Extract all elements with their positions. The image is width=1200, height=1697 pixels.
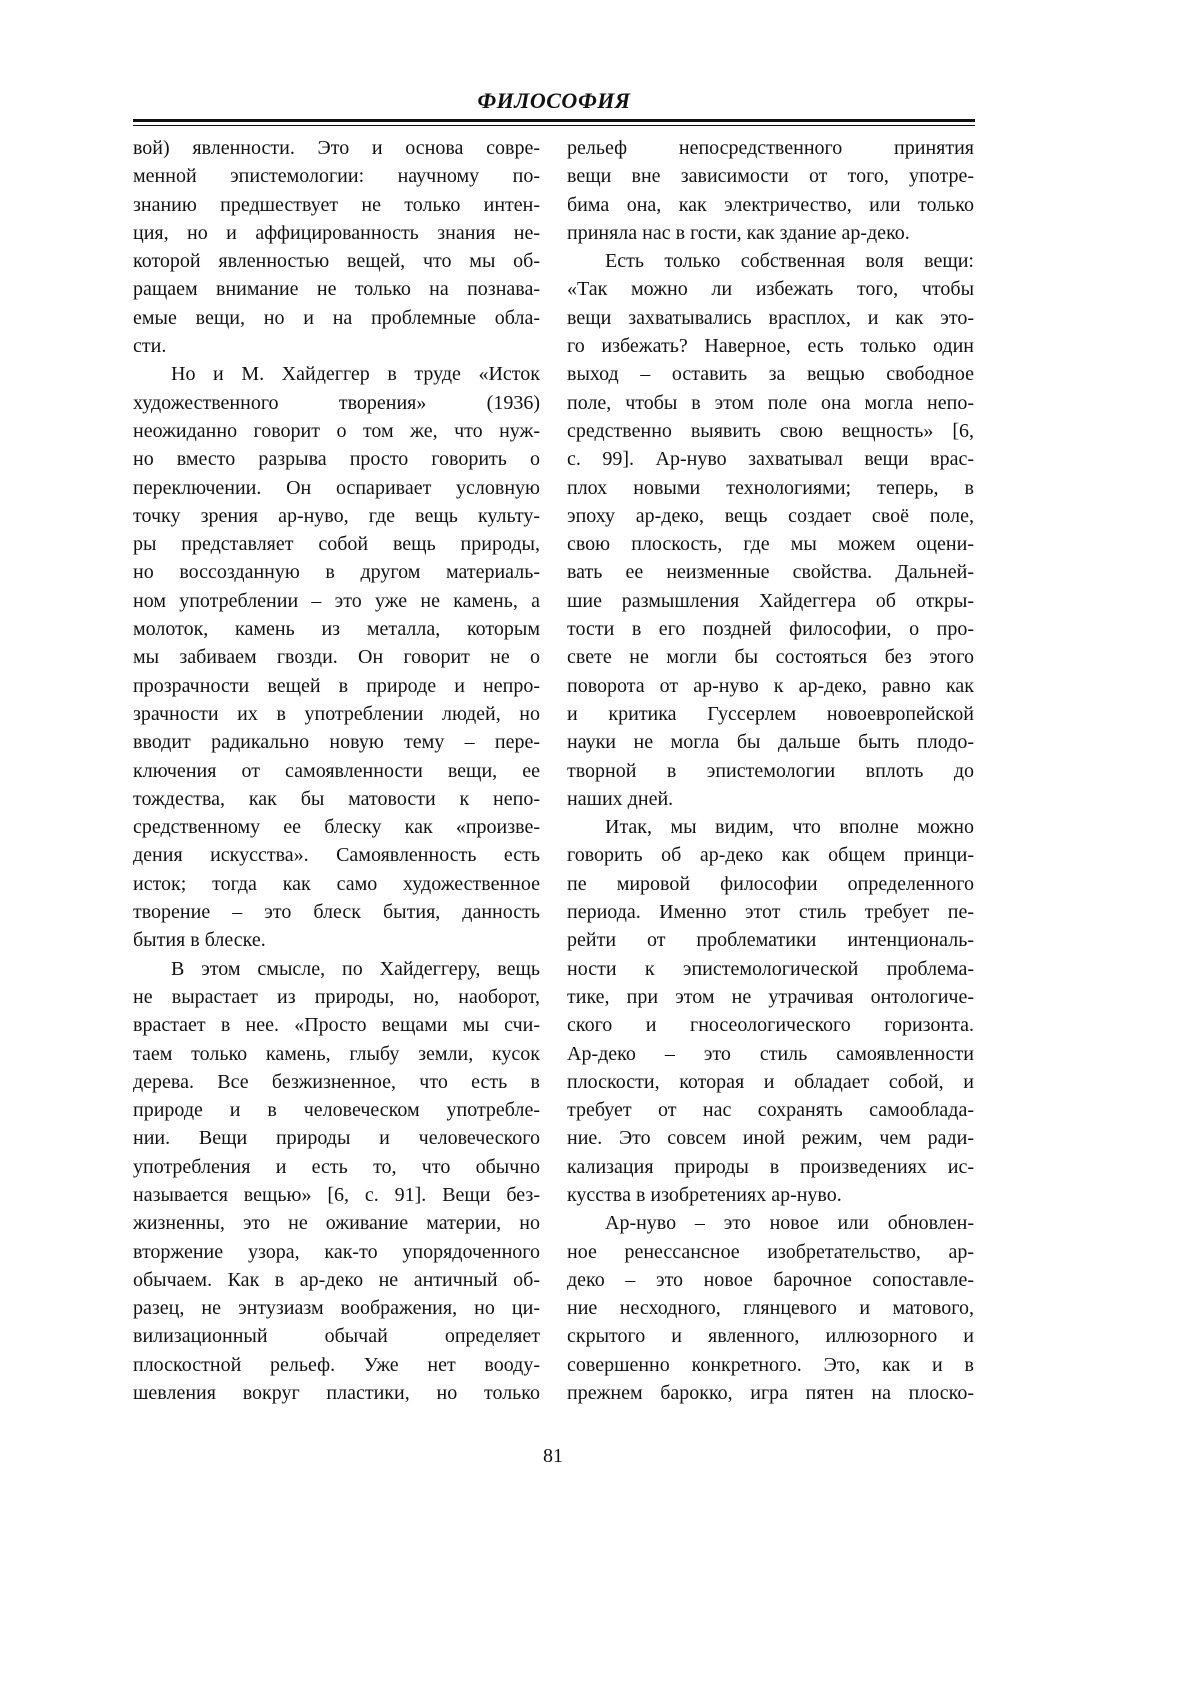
text-line: требует от нас сохранять самооблада- (567, 1096, 974, 1124)
text-line: сти. (133, 332, 540, 360)
text-line: прежнем барокко, игра пятен на плоско- (567, 1379, 974, 1407)
text-line: дерева. Все безжизненное, что есть в (133, 1068, 540, 1096)
text-line: выход – оставить за вещью свободное (567, 360, 974, 388)
text-line: В этом смысле, по Хайдеггеру, вещь (133, 955, 540, 983)
paragraph (133, 360, 540, 954)
text-line: употребления и есть то, что обычно (133, 1153, 540, 1181)
text-line: емые вещи, но и на проблемные обла- (133, 304, 540, 332)
text-line: свете не могли бы состояться без этого (567, 643, 974, 671)
text-column-right (567, 134, 974, 1407)
text-line: которой явленностью вещей, что мы об- (133, 247, 540, 275)
paragraph (133, 955, 540, 1408)
text-line: средственно выявить свою вещность» [6, (567, 417, 974, 445)
text-line: ное ренессансное изобретательство, ар- (567, 1238, 974, 1266)
text-line: «Так можно ли избежать того, чтобы (567, 275, 974, 303)
text-line: неожиданно говорит о том же, что нуж- (133, 417, 540, 445)
text-line: кусства в изобретениях ар-нуво. (567, 1181, 974, 1209)
text-line: кализация природы в произведениях ис- (567, 1153, 974, 1181)
text-line: художественного творения» (1936) (133, 389, 540, 417)
text-line: дения искусства». Самоявленность есть (133, 841, 540, 869)
text-line: таем только камень, глыбу земли, кусок (133, 1040, 540, 1068)
text-line: менной эпистемологии: научному по- (133, 162, 540, 190)
text-line: свою плоскость, где мы можем оцени- (567, 530, 974, 558)
text-line: ключения от самоявленности вещи, ее (133, 757, 540, 785)
text-line: бима она, как электричество, или только (567, 191, 974, 219)
text-line: мы забиваем гвозди. Он говорит не о (133, 643, 540, 671)
text-line: скрытого и явленного, иллюзорного и (567, 1322, 974, 1350)
text-line: шевления вокруг пластики, но только (133, 1379, 540, 1407)
text-line: ние. Это совсем иной режим, чем ради- (567, 1124, 974, 1152)
text-line: природе и в человеческом употребле- (133, 1096, 540, 1124)
text-line: Ар-деко – это стиль самоявленности (567, 1040, 974, 1068)
text-line: жизненны, это не оживание материи, но (133, 1209, 540, 1237)
text-line: бытия в блеске. (133, 926, 540, 954)
text-line: вводит радикально новую тему – пере- (133, 728, 540, 756)
header-rule-thick (133, 119, 975, 122)
text-line: ние несходного, глянцевого и матового, (567, 1294, 974, 1322)
text-line: ности к эпистемологической проблема- (567, 955, 974, 983)
text-line: молоток, камень из металла, которым (133, 615, 540, 643)
text-column-left (133, 134, 540, 1407)
text-line: наших дней. (567, 785, 974, 813)
paragraph (567, 813, 974, 1209)
text-line: и критика Гуссерлем новоевропейской (567, 700, 974, 728)
text-line: ция, но и аффицированность знания не- (133, 219, 540, 247)
text-line: средственному ее блеску как «произве- (133, 813, 540, 841)
paragraph (567, 1209, 974, 1407)
text-line: не вырастает из природы, но, наоборот, (133, 983, 540, 1011)
text-line: науки не могла бы дальше быть плодо- (567, 728, 974, 756)
text-line: знанию предшествует не только интен- (133, 191, 540, 219)
text-line: обычаем. Как в ар-деко не античный об- (133, 1266, 540, 1294)
text-line: рейти от проблематики интенциональ- (567, 926, 974, 954)
text-line: эпоху ар-деко, вещь создает своё поле, (567, 502, 974, 530)
text-line: переключении. Он оспаривает условную (133, 474, 540, 502)
text-line: плоскостной рельеф. Уже нет вооду- (133, 1351, 540, 1379)
text-line: зрачности их в употреблении людей, но (133, 700, 540, 728)
text-line: тости в его поздней философии, о про- (567, 615, 974, 643)
text-line: ры представляет собой вещь природы, (133, 530, 540, 558)
text-line: творение – это блеск бытия, данность (133, 898, 540, 926)
paragraph (567, 247, 974, 813)
text-line: вторжение узора, как-то упорядоченного (133, 1238, 540, 1266)
text-line: приняла нас в гости, как здание ар-деко. (567, 219, 974, 247)
text-line: поле, чтобы в этом поле она могла непо- (567, 389, 974, 417)
text-line: Но и М. Хайдеггер в труде «Исток (133, 360, 540, 388)
text-line: творной в эпистемологии вплоть до (567, 757, 974, 785)
paragraph (567, 134, 974, 247)
text-line: вой) явленности. Это и основа совре- (133, 134, 540, 162)
text-line: шие размышления Хайдеггера об откры- (567, 587, 974, 615)
text-line: тождества, как бы матовости к непо- (133, 785, 540, 813)
text-line: совершенно конкретного. Это, как и в (567, 1351, 974, 1379)
text-line: вать ее неизменные свойства. Дальней- (567, 558, 974, 586)
text-line: вилизационный обычай определяет (133, 1322, 540, 1350)
text-line: с. 99]. Ар-нуво захватывал вещи врас- (567, 445, 974, 473)
text-line: нии. Вещи природы и человеческого (133, 1124, 540, 1152)
text-line: пе мировой философии определенного (567, 870, 974, 898)
text-line: рельеф непосредственного принятия (567, 134, 974, 162)
text-line: го избежать? Наверное, есть только один (567, 332, 974, 360)
text-line: периода. Именно этот стиль требует пе- (567, 898, 974, 926)
text-line: точку зрения ар-нуво, где вещь культу- (133, 502, 540, 530)
text-line: но воссозданную в другом материаль- (133, 558, 540, 586)
running-header-section-title: ФИЛОСОФИЯ (133, 88, 975, 114)
text-line: поворота от ар-нуво к ар-деко, равно как (567, 672, 974, 700)
text-line: разец, не энтузиазм воображения, но ци- (133, 1294, 540, 1322)
text-line: вещи захватывались врасплох, и как это- (567, 304, 974, 332)
text-line: прозрачности вещей в природе и непро- (133, 672, 540, 700)
text-line: Итак, мы видим, что вполне можно (567, 813, 974, 841)
text-line: ращаем внимание не только на познава- (133, 275, 540, 303)
text-line: Есть только собственная воля вещи: (567, 247, 974, 275)
text-line: деко – это новое барочное сопоставле- (567, 1266, 974, 1294)
text-line: ского и гносеологического горизонта. (567, 1011, 974, 1039)
text-line: но вместо разрыва просто говорить о (133, 445, 540, 473)
text-line: ном употреблении – это уже не камень, а (133, 587, 540, 615)
text-line: называется вещью» [6, с. 91]. Вещи без- (133, 1181, 540, 1209)
text-line: тике, при этом не утрачивая онтологиче- (567, 983, 974, 1011)
text-line: плоскости, которая и обладает собой, и (567, 1068, 974, 1096)
text-line: говорить об ар-деко как общем принци- (567, 841, 974, 869)
page-number: 81 (0, 1445, 1106, 1468)
text-line: плох новыми технологиями; теперь, в (567, 474, 974, 502)
paragraph (133, 134, 540, 360)
text-line: врастает в нее. «Просто вещами мы счи- (133, 1011, 540, 1039)
text-line: исток; тогда как само художественное (133, 870, 540, 898)
text-line: Ар-нуво – это новое или обновлен- (567, 1209, 974, 1237)
text-line: вещи вне зависимости от того, употре- (567, 162, 974, 190)
header-rule-thin (133, 125, 975, 126)
